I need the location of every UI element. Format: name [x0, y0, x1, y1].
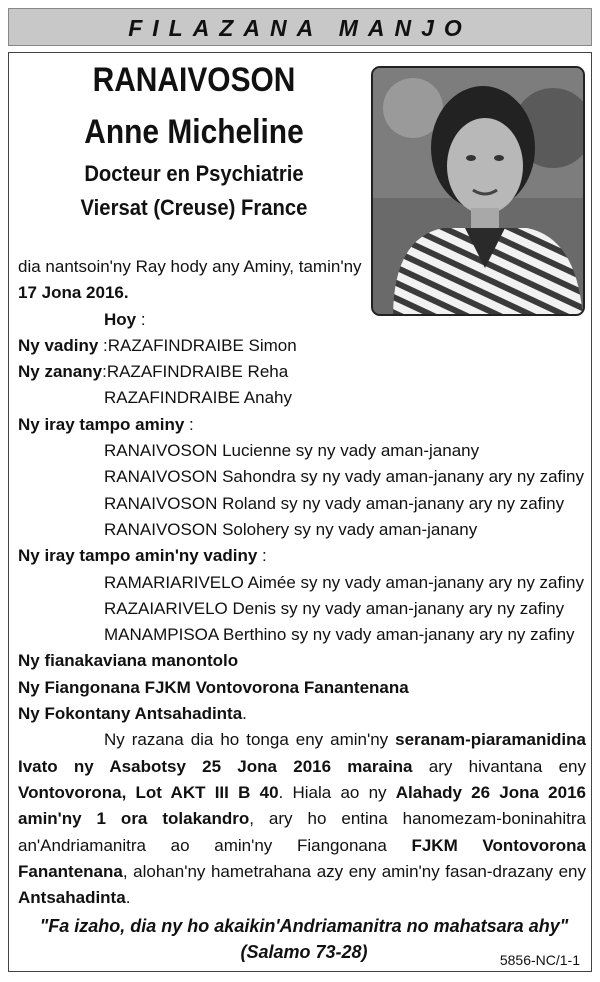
quote-reference: (Salamo 73-28): [240, 942, 368, 962]
funeral-details: Ny razana dia ho tonga eny amin'ny seranam-piaramanidina Ivato ny Asabotsy 25 Jona 2016 maraina ary hivantana eny Vontovorona, Lot AKT III B 40. Hiala ao ny Alahady 26 Jona 2016 amin'ny 1 ora tolakandro, ary ho entina hanomezam-boninahitra an'Andriamanitra ao amin'ny Fiangonana FJKM Vontovorona Fanantenana, alohan'ny hametrahana azy eny amin'ny fasan-drazany eny Antsahadinta.: [18, 730, 587, 908]
spouse-sibling-item: MANAMPISOA Berthino sy ny vady aman-janany ary ny zafiny: [104, 625, 575, 645]
notice-reference-code: 5856-NC/1-1: [499, 952, 580, 968]
children-line: Ny zanany:RAZAFINDRAIBE Reha: [18, 362, 289, 382]
deceased-surname: RANAIVOSON: [92, 61, 296, 99]
sibling-item: RANAIVOSON Roland sy ny vady aman-janany ary ny zafiny: [104, 493, 565, 513]
whole-family-line: Ny fianakaviana manontolo: [18, 651, 239, 671]
sibling-item: RANAIVOSON Lucienne sy ny vady aman-janany: [104, 441, 480, 461]
notice-body: [18, 254, 590, 911]
sibling-item: RANAIVOSON Solohery sy ny vady aman-janany: [104, 519, 478, 539]
death-date: 17 Jona 2016.: [18, 283, 129, 303]
children-line-2: RAZAFINDRAIBE Anahy: [104, 388, 293, 408]
deceased-location: Viersat (Creuse) France: [80, 195, 308, 220]
fokontany-line: Ny Fokontany Antsahadinta.: [18, 704, 247, 724]
deceased-profession: Docteur en Psychiatrie: [84, 161, 304, 186]
spouse-sibling-item: RAMARIARIVELO Aimée sy ny vady aman-janany ary ny zafiny: [104, 572, 584, 592]
quote-text: "Fa izaho, dia ny ho akaikin'Andriamanitra no mahatsara ahy": [39, 916, 569, 936]
deceased-given-names: Anne Micheline: [84, 113, 304, 151]
sibling-item: RANAIVOSON Sahondra sy ny vady aman-janany ary ny zafiny: [104, 467, 584, 487]
hoy-line: Hoy :: [104, 309, 146, 329]
spouse-line: Ny vadiny :RAZAFINDRAIBE Simon: [18, 335, 297, 355]
siblings-label: Ny iray tampo aminy :: [18, 414, 194, 434]
intro-line: dia nantsoin'ny Ray hody any Aminy, tamin'ny: [18, 257, 362, 276]
spouse-siblings-label: Ny iray tampo amin'ny vadiny :: [18, 546, 267, 566]
church-line: Ny Fiangonana FJKM Vontovorona Fanantenana: [18, 677, 409, 697]
spouse-sibling-item: RAZAIARIVELO Denis sy ny vady aman-janany ary ny zafiny: [104, 598, 565, 618]
notice-header: FILAZANA MANJO: [8, 8, 592, 46]
